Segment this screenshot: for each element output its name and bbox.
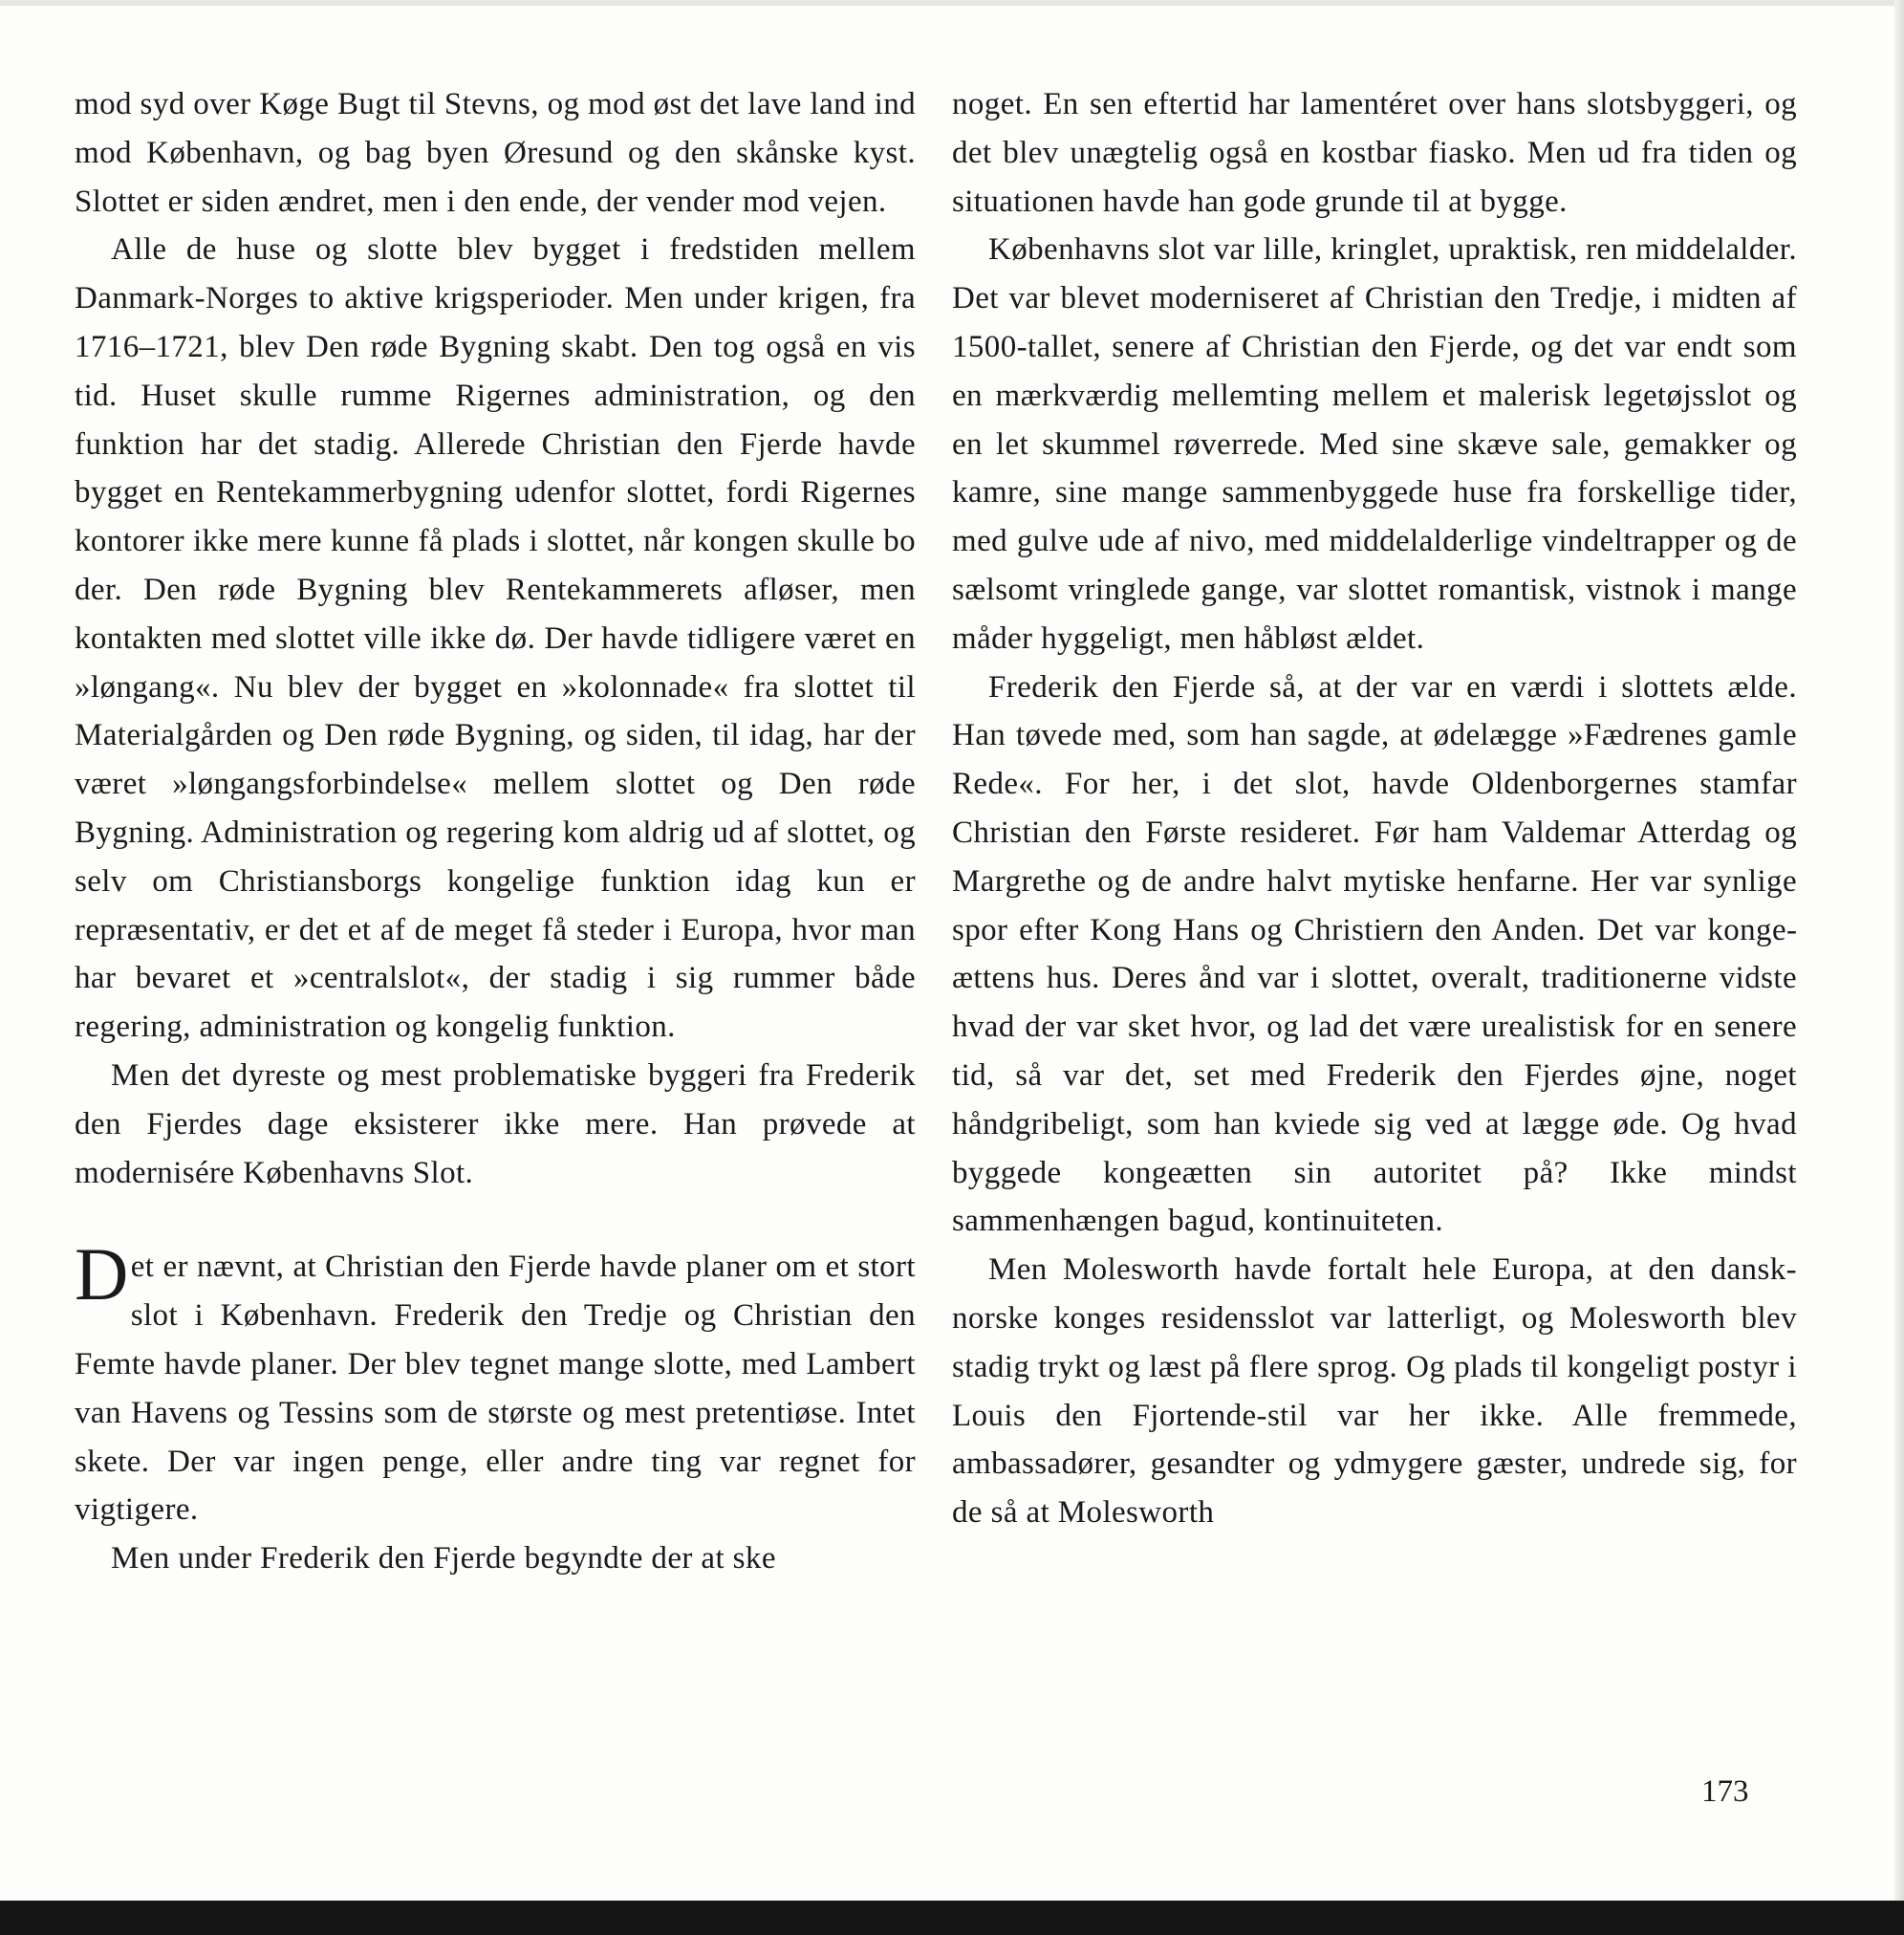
left-paragraph-2: Alle de huse og slotte blev bygget i fredstiden mellem Danmark-Norges to aktive krigsperioder. Men under krigen, fra 1716–1721, blev Den røde Bygning skabt. Den tog også en vis tid. Huset skulle rumme Rigernes administration, og den funktion har det stadig. Allerede Christian den Fjerde havde bygget en Rentekammerbygning udenfor slottet, fordi Rigernes kontorer ikke mere kunne få plads i slottet, når kongen skulle bo der. Den røde Bygning blev Rentekammerets afløser, men kontakten med slottet ville ikke dø. Der havde tidligere været en »løngang«. Nu blev der bygget en »kolonnade« fra slottet til Materialgården og Den røde Bygning, og siden, til idag, har der været »løngangsforbindelse« mellem slottet og Den røde Bygning. Administration og regering kom aldrig ud af slottet, og selv om Christiansborgs kongelige funktion idag kun er repræsentativ, er det et af de meget få steder i Europa, hvor man har bevaret et »centralslot«, der stadig i sig rummer både regering, administration og kongelig funktion. [75, 232, 916, 1045]
right-text-column [952, 80, 1797, 1537]
page-number: 173 [1701, 1774, 1749, 1809]
left-paragraph-4 [75, 1232, 916, 1534]
right-paragraph-1: noget. En sen eftertid har lamentéret over hans slotsbyggeri, og det blev unægtelig også en kostbar fiasko. Men ud fra tiden og situationen havde han gode grunde til at bygge. [952, 87, 1797, 219]
left-text-column [75, 80, 916, 1583]
right-paragraph-3: Frederik den Fjerde så, at der var en værdi i slottets ælde. Han tøvede med, som han sagde, at ødelægge »Fædrenes gamle Rede«. For her, i det slot, havde Oldenborgernes stamfar Christian den Første resideret. Før ham Valdemar Atterdag og Margrethe og de andre halvt mytiske henfarne. Her var synlige spor efter Kong Hans og Christiern den Anden. Det var kongeættens hus. Deres ånd var i slottet, overalt, traditionerne vidste hvad der var sket hvor, og lad det være urealistisk for en senere tid, så var det, set med Frederik den Fjerdes øjne, noget håndgribeligt, som han kviede sig ved at lægge øde. Og hvad byggede kongeætten sin autoritet på? Ikke mindst sammenhængen bagud, kontinuiteten. [952, 669, 1797, 1239]
right-paragraph-2: Københavns slot var lille, kringlet, upraktisk, ren middelalder. Det var blevet moderniseret af Christian den Tredje, i midten af 1500-tallet, senere af Christian den Fjerde, og det var endt som en mærkværdig mellemting mellem et malerisk legetøjsslot og en let skummel røverrede. Med sine skæve sale, gemakker og kamre, sine mange sammenbyggede huse fra forskellige tider, med gulve ude af nivo, med middelalderlige vindeltrapper og de sælsomt vringlede gange, var slottet romantisk, vistnok i mange måder hyggeligt, men håbløst ældet. [952, 232, 1797, 656]
page-bottom-edge [0, 1901, 1904, 1935]
left-paragraph-3: Men det dyreste og mest problematiske byggeri fra Frederik den Fjerdes dage eksisterer ikke mere. Han prøvede at modernisére Københavns Slot. [75, 1057, 916, 1190]
left-paragraph-5: Men under Frederik den Fjerde begyndte der at ske [111, 1541, 776, 1576]
right-paragraph-4: Men Molesworth havde fortalt hele Europa, at den dansk-norske konges residensslot var latterligt, og Molesworth blev stadig trykt og læst på flere sprog. Og plads til kongeligt postyr i Louis den Fjortende-stil var her ikke. Alle fremmede, ambassadører, gesandter og ydmygere gæster, undrede sig, for de så at Molesworth [952, 1252, 1797, 1531]
left-paragraph-1: mod syd over Køge Bugt til Stevns, og mod øst det lave land ind mod København, og bag byen Øresund og den skånske kyst. Slottet er siden ændret, men i den ende, der vender mod vejen. [75, 87, 916, 219]
drop-cap-letter: D [75, 1232, 129, 1316]
page-right-edge [1894, 0, 1904, 1901]
page-top-edge [0, 0, 1904, 6]
left-paragraph-4-text: et er nævnt, at Christian den Fjerde havde planer om et stort slot i København. Frederik den Tredje og Christian den Femte havde planer. Der blev tegnet mange slotte, med Lambert van Havens og Tessins som de største og mest pretentiøse. Intet skete. Der var ingen penge, eller andre ting var regnet for vigtigere. [75, 1250, 916, 1528]
